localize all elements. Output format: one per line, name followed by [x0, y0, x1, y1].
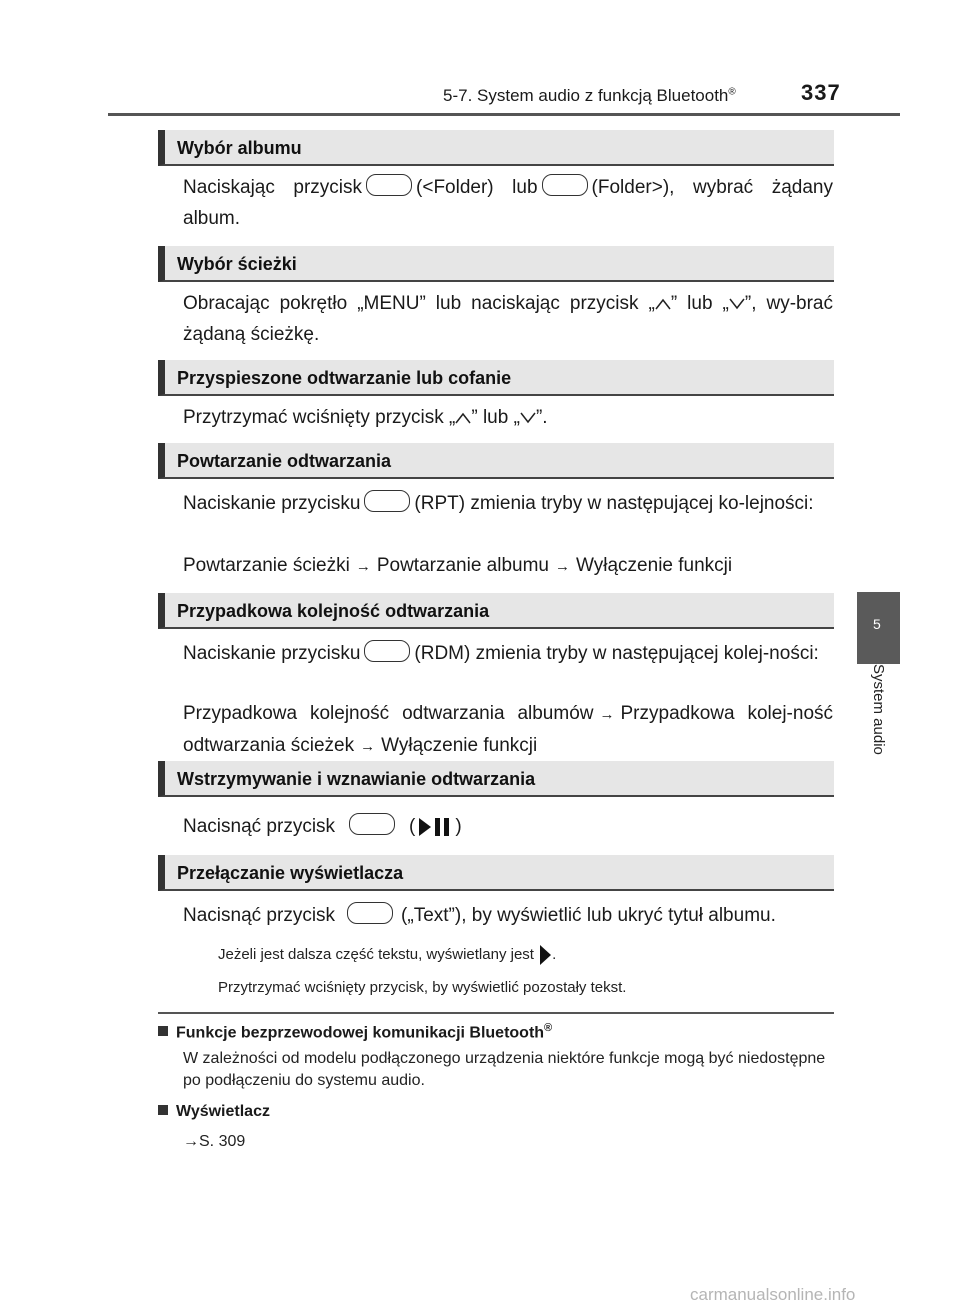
section-heading-fast-forward: Przyspieszone odtwarzanie lub cofanie — [158, 360, 834, 396]
bullet-square-icon — [158, 1105, 168, 1115]
paragraph-display: Nacisnąć przycisk („Text”), by wyświetlić lub ukryć tytuł albumu. — [183, 900, 833, 931]
section-heading-album: Wybór albumu — [158, 130, 834, 166]
note-text-more: Jeżeli jest dalsza część tekstu, wyświetlany jest . — [218, 943, 556, 967]
header-divider — [108, 113, 900, 116]
watermark: carmanualsonline.info — [690, 1285, 856, 1304]
paragraph-random: Naciskanie przycisku (RDM) zmienia tryby w następującej kolej-ności: — [183, 638, 833, 669]
note-heading-bluetooth: Funkcje bezprzewodowej komunikacji Bluetooth® — [158, 1022, 552, 1042]
notes-divider — [158, 1012, 834, 1014]
section-heading-pause: Wstrzymywanie i wznawianie odtwarzania — [158, 761, 834, 797]
more-text-arrow-icon — [538, 943, 552, 967]
paragraph-repeat-sequence: Powtarzanie ścieżki → Powtarzanie albumu → Wyłączenie funkcji — [183, 555, 733, 576]
chevron-up-icon — [455, 412, 471, 424]
note-text-hold: Przytrzymać wciśnięty przycisk, by wyświetlić pozostały tekst. — [218, 979, 627, 996]
chevron-down-icon — [520, 412, 536, 424]
button-icon — [364, 640, 410, 662]
button-icon — [364, 490, 410, 512]
section-heading-random: Przypadkowa kolejność odtwarzania — [158, 593, 834, 629]
button-icon — [347, 902, 393, 924]
chevron-down-icon — [729, 298, 745, 310]
header-section-title: 5-7. System audio z funkcją Bluetooth® — [443, 86, 736, 105]
note-heading-display: Wyświetlacz — [158, 1103, 270, 1121]
paragraph-track: Obracając pokrętło „MENU” lub naciskając przycisk „ ” lub „ ”, wy-brać żądaną ścieżkę. — [183, 293, 833, 345]
page-number: 337 — [801, 80, 841, 105]
paragraph-pause: Nacisnąć przycisk ( ) — [183, 811, 833, 842]
chevron-up-icon — [655, 298, 671, 310]
paragraph-album: Naciskając przycisk (<Folder) lub (Folder>), wybrać żądany album. — [183, 172, 833, 234]
note-body-bluetooth: W zależności od modelu podłączonego urządzenia niektóre funkcje mogą być niedostępne po podłączeniu do systemu audio. — [183, 1050, 826, 1089]
paragraph-random-sequence: Przypadkowa kolejność odtwarzania albumów → Przypadkowa kolej-ność odtwarzania ścieżek → Wyłączenie funkcji — [183, 703, 834, 756]
bullet-square-icon — [158, 1026, 168, 1036]
section-heading-track: Wybór ścieżki — [158, 246, 834, 282]
button-icon — [366, 174, 412, 196]
paragraph-fast-forward: Przytrzymać wciśnięty przycisk „ ” lub „ ”. — [183, 407, 548, 428]
play-pause-icon — [415, 817, 455, 837]
section-heading-repeat: Powtarzanie odtwarzania — [158, 443, 834, 479]
section-heading-display: Przełączanie wyświetlacza — [158, 855, 834, 891]
paragraph-repeat: Naciskanie przycisku (RPT) zmienia tryby w następującej ko-lejności: — [183, 488, 833, 519]
note-body-display: →S. 309 — [183, 1133, 246, 1150]
button-icon — [349, 813, 395, 835]
chapter-tab: 5 — [857, 592, 900, 664]
chapter-label: System audio — [870, 664, 887, 755]
button-icon — [542, 174, 588, 196]
